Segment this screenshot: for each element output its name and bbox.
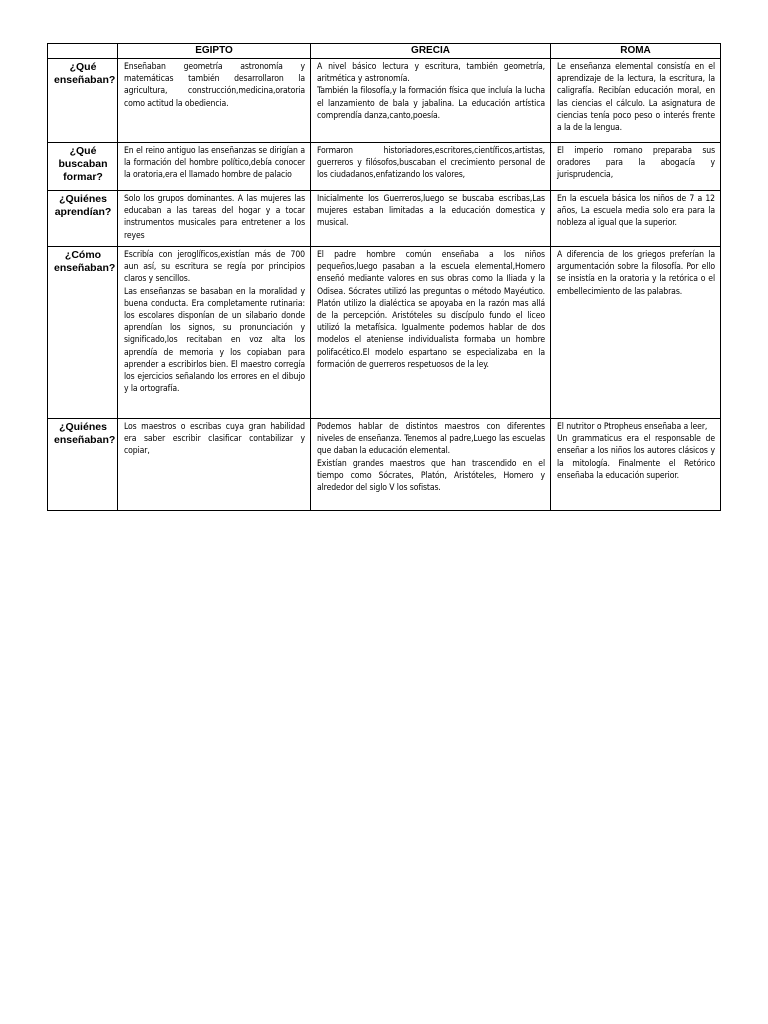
cell-roma	[551, 247, 721, 419]
cell-grecia	[311, 419, 551, 511]
cell-paragraph: Existían grandes maestros que han trascendido en el tiempo como Sócrates, Platón, Aristóteles, Homero y alrededor del siglo V los sofistas.	[317, 458, 545, 494]
header-row	[48, 44, 721, 59]
cell-paragraph: En el reino antiguo las enseñanzas se dirigían a la formación del hombre político,debía conocer la oratoria,era el llamado hombre de palacio	[124, 146, 305, 181]
header-egipto: EGIPTO	[118, 44, 311, 59]
cell-paragraph: Las enseñanzas se basaban en la moralidad y buena conducta. Era completamente rutinaria: los escolares disponían de un silabario donde aprendían los signos, su pronunciación y significado,los recitaban en voz alta los aprendía de memoria y los copiaban para aprender a escribirlos bien. El maestro corregía los ejercicios señalando los errores en el dibujo y la ortografía.	[124, 286, 305, 395]
cell-paragraph: Un grammaticus era el responsable de enseñar a los niños los autores clásicos y la mitología. Finalmente el Retórico enseñaba la educación superior.	[557, 434, 715, 481]
row-question: ¿Quiénes enseñaban?	[48, 419, 118, 511]
cell-paragraph: A diferencia de los griegos preferían la argumentación sobre la filosofía. Por ello se insistía en la oratoria y la retórica o el embellecimiento de las palabras.	[557, 250, 715, 297]
row-question: ¿Quiénes aprendían?	[48, 191, 118, 247]
cell-paragraph: Podemos hablar de distintos maestros con diferentes niveles de enseñanza. Tenemos al padre,Luego las escuelas que daban la educación elemental.	[317, 422, 545, 457]
table-row	[48, 143, 721, 191]
cell-roma	[551, 419, 721, 511]
table-row	[48, 247, 721, 419]
cell-paragraph: Le enseñanza elemental consistía en el aprendizaje de la lectura, la escritura, la caligrafía. Recibían educación moral, en las ciencias el cálculo. La asignatura de ciencias tenía poco peso o interés frente a la de la lengua.	[557, 62, 715, 134]
table-row	[48, 59, 721, 143]
header-roma: ROMA	[551, 44, 721, 59]
header-blank	[48, 44, 118, 59]
cell-egipto	[118, 191, 311, 247]
cell-paragraph: El imperio romano preparaba sus oradores para la abogacía y jurisprudencia,	[557, 146, 715, 181]
cell-paragraph: El nutritor o Ptropheus enseñaba a leer,	[557, 422, 708, 432]
cell-paragraph: En la escuela básica los niños de 7 a 12 años, La escuela media solo era para la nobleza al igual que la superior.	[557, 194, 715, 229]
cell-paragraph: Formaron historiadores,escritores,científicos,artistas, guerreros y filósofos,buscaban el crecimiento personal de los ciudadanos,enfatizando los valores,	[317, 146, 545, 181]
cell-paragraph: El padre hombre común enseñaba a los niños pequeños,luego pasaban a la escuela elemental,Homero enseñó mediante valores en sus obras como la Iliada y la Odisea. Sócrates utilizó las preguntas o método Mayéutico. Platón utilizo la dialéctica se apoyaba en la razón mas allá de la percepción. Aristóteles su discípulo fundo el liceo utilizó la metafísica. Igualmente podemos hablar de dos modelos el ateniense individualista formaba un hombre polifacético.El modelo espartano se especializaba en la formación de guerreros respetuosos de la ley.	[317, 250, 545, 370]
cell-roma	[551, 143, 721, 191]
cell-paragraph: También la filosofía,y la formación física que incluía la lucha el lanzamiento de bala y jabalina. La educación artística comprendía danza,canto,poesía.	[317, 86, 545, 121]
cell-roma	[551, 191, 721, 247]
cell-paragraph: Escribía con jeroglíficos,existían más de 700 aun así, su escritura se regía por principios claros y sencillos.	[124, 250, 305, 285]
cell-egipto	[118, 143, 311, 191]
cell-egipto	[118, 247, 311, 419]
cell-paragraph: A nivel básico lectura y escritura, también geometría, aritmética y astronomía.	[317, 62, 545, 85]
header-grecia: GRECIA	[311, 44, 551, 59]
cell-paragraph: Enseñaban geometría astronomía y matemáticas también desarrollaron la agricultura, construcción,medicina,oratoria como actitud la obediencia.	[124, 62, 305, 109]
cell-paragraph: Los maestros o escribas cuya gran habilidad era saber escribir clasificar contabilizar y copiar,	[124, 422, 305, 457]
row-question: ¿Cómo enseñaban?	[48, 247, 118, 419]
table-row	[48, 191, 721, 247]
table-row	[48, 419, 721, 511]
row-question: ¿Qué enseñaban?	[48, 59, 118, 143]
comparison-table	[47, 43, 721, 511]
row-question: ¿Qué buscaban formar?	[48, 143, 118, 191]
cell-paragraph: Solo los grupos dominantes. A las mujeres las educaban a las tareas del hogar y a tocar instrumentos musicales para entretener a los reyes	[124, 194, 305, 241]
cell-grecia	[311, 143, 551, 191]
cell-grecia	[311, 59, 551, 143]
cell-egipto	[118, 59, 311, 143]
cell-egipto	[118, 419, 311, 511]
cell-grecia	[311, 247, 551, 419]
cell-roma	[551, 59, 721, 143]
cell-paragraph: Inicialmente los Guerreros,luego se buscaba escribas,Las mujeres estaban limitadas a la educación domestica y musical.	[317, 194, 545, 229]
cell-grecia	[311, 191, 551, 247]
